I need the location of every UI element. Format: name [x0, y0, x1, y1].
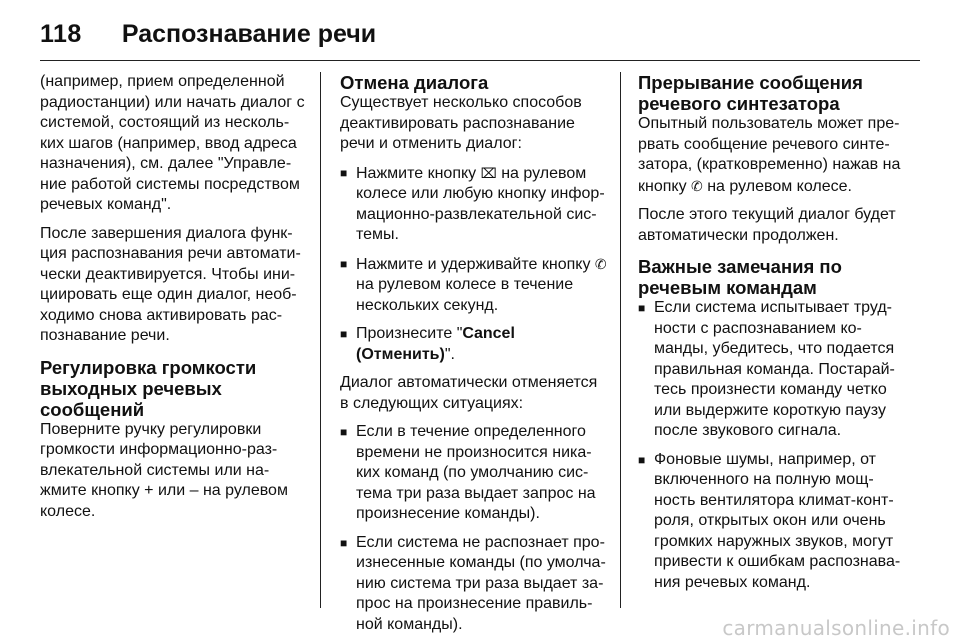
heading-cancel-dialog: Отмена диалога: [340, 72, 489, 93]
paragraph-cancel-intro: Существует несколько способов деактивировать распознавание речи и отменить диалог:: [340, 94, 582, 152]
bullet-icon: ■: [340, 327, 348, 341]
heading-important-notes: Важные замечания по речевым командам: [638, 256, 842, 298]
voice-command: Cancel (Отменить): [356, 325, 515, 363]
notes-list: [638, 298, 908, 593]
paragraph-auto-deactivation: После завершения диалога функ-ция распознавания речи автомати-чески деактивируется. Чтобы ини-циировать еще один диалог, необ-ходимо снова активировать рас-познавание речи.: [40, 224, 301, 344]
paragraph-auto-cancel: Диалог автоматически отменяется в следующих ситуациях:: [340, 374, 598, 412]
paragraph-continue: После этого текущий диалог будет автоматически продолжен.: [638, 206, 896, 244]
voice-button-icon: ✆: [594, 255, 607, 272]
page-title: Распознавание речи: [121, 19, 377, 48]
page-number: 118: [40, 19, 82, 48]
bullet-icon: ■: [340, 535, 348, 550]
voice-button-icon: ✆: [691, 177, 703, 194]
auto-cancel-list: [340, 422, 608, 635]
paragraph-volume: Поверните ручку регулировки громкости информационно-раз-влекательной системы или на-жмите кнопку + или – на рулевом колесе.: [40, 420, 288, 520]
column-divider-1: [320, 72, 321, 608]
list-item: ■ Нажмите кнопку ⌧ на рулевом колесе или любую кнопку инфор-мационно-развлекательной сис-темы.: [340, 164, 605, 243]
column-2: [340, 72, 608, 643]
page-header: [40, 14, 376, 54]
column-3: [638, 72, 908, 601]
list-item: ■ Произнесите "Cancel (Отменить)".: [340, 325, 515, 363]
bullet-icon: ■: [638, 301, 646, 315]
bullet-icon: ■: [340, 165, 348, 180]
paragraph-continuation: (например, прием определенной радиостанции) или начать диалог с системой, состоящий из несколь-ких шагов (например, ввод адреса назначения), см. далее "Управле-ние работой системы посредством речевых команд".: [40, 73, 305, 213]
cancel-methods-list: [340, 163, 608, 366]
bullet-icon: ■: [340, 425, 348, 439]
list-item: ■ Фоновые шумы, например, от включенного на полную мощ-ность вентилятора климат-конт-роля, открытых окон или очень громких наружных звуков, могут привести к ошибкам распознава-ния речевых команд.: [638, 450, 901, 591]
header-rule: [40, 60, 920, 61]
list-item: ■ Если в течение определенного времени не произносится ника-ких команд (по умолчанию сис-тема три раза выдает запрос на произнесение команды).: [340, 423, 596, 522]
list-item: ■ Если система испытывает труд-ности с распознаванием ко-манды, убедитесь, что подается правильная команда. Постарай-тесь произнести команду четко или выдержите короткую паузу после звукового сигнала.: [638, 299, 895, 439]
bullet-icon: ■: [340, 256, 348, 271]
watermark: carmanualsonline.info: [722, 616, 950, 640]
paragraph-interrupt: Опытный пользователь может пре-рвать сообщение речевого синте-затора, (кратковременно) нажав на кнопку ✆ на рулевом колесе.: [638, 115, 901, 195]
column-divider-2: [620, 72, 621, 608]
list-item: ■ Если система не распознает про-изнесенные команды (по умолча-нию система три раза выдает за-прос на произнесение правиль-ной команды).: [340, 533, 606, 633]
heading-interrupt-prompt: Прерывание сообщения речевого синтезатора: [638, 72, 863, 114]
list-item: ■ Нажмите и удерживайте кнопку ✆ на рулевом колесе в течение нескольких секунд.: [340, 255, 607, 314]
column-1: [40, 72, 308, 530]
bullet-icon: ■: [638, 452, 646, 467]
heading-volume: Регулировка громкости выходных речевых сообщений: [40, 356, 257, 420]
voice-off-button-icon: ⌧: [480, 164, 497, 181]
